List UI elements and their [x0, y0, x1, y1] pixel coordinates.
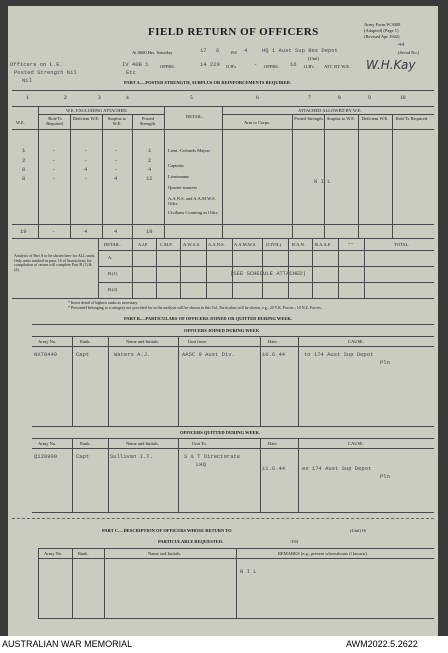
offrs-label: OFFRS.: [160, 64, 175, 69]
detail-header: DETAIL.: [186, 114, 204, 119]
quitted-rank: Capt: [76, 453, 90, 460]
archive-caption-left: AUSTRALIAN WAR MEMORIAL: [2, 639, 133, 649]
unit-label: (Unit): [308, 56, 319, 61]
att-col-3: Surplus to W.E.: [326, 116, 356, 121]
partc-header-name: Name and Initials.: [148, 551, 182, 556]
svc-header-aans: A.A.N.S.: [208, 242, 225, 247]
excl-col-3: Surplus to W.E.: [107, 116, 127, 127]
row-detail-aans: A.A.N.S. and A.A.M.W.S. Offrs.: [168, 196, 216, 207]
joined-header-name: Name and Initials.: [126, 339, 160, 344]
quitted-unit-cont: LHQ: [196, 461, 206, 468]
footnote-1: * Insert detail of highest ranks as necessary.: [68, 300, 139, 305]
col-number-10: 10: [400, 95, 406, 101]
quitted-title: OFFICERS QUITTED DURING WEEK.: [180, 430, 261, 435]
joined-name: Waters A.J.: [114, 351, 151, 358]
footnote-2: * Personnel belonging to a category not provided for in the analysis will be shown in this Col. Particulars will be shown, e.g., 20 V.K. Forces ; 10 N.Z. Forces.: [68, 305, 322, 310]
form-adapted: (Adapted) (Page 1): [364, 28, 399, 33]
quitted-header-cause: CAUSE.: [348, 441, 364, 446]
row-col1: -: [52, 175, 56, 182]
quitted-unit: S & T Directorate: [184, 453, 241, 460]
serial-label: (Serial No.): [398, 50, 420, 55]
or-label: O.R's: [226, 64, 236, 69]
offrs2-label: OFFRS.: [264, 64, 279, 69]
archive-caption-bar: [0, 636, 448, 653]
archive-caption-right: AWM2022.5.2622: [346, 639, 418, 649]
att-col-5: Role'Ts Required.: [395, 116, 429, 121]
part-a-title: PART A.—POSTED STRENGTH, SURPLUS OR REINFORCEMENTS REQUIRED.: [124, 80, 291, 85]
officer-signature: W.H.Kay: [366, 58, 416, 72]
joined-header-date: Date.: [268, 339, 278, 344]
svc-header-civil: (CIVIL): [266, 242, 281, 247]
row-col2: 4: [84, 166, 88, 173]
ww-value: IV 40B 1: [122, 61, 149, 68]
or2-value: 16: [290, 61, 297, 68]
row-detail: Captains: [168, 163, 184, 168]
col-number-9: 9: [368, 95, 371, 101]
svc-row-b2: B.(2): [108, 287, 118, 292]
quitted-header-unit: Unit To.: [192, 441, 207, 446]
col-number-7: 7: [308, 95, 311, 101]
unit-typed: HQ 1 Aust Sup Res Depot: [262, 47, 338, 54]
form-title: FIELD RETURN OF OFFICERS: [148, 26, 319, 38]
svc-row-a: A.: [108, 255, 113, 260]
row-col4: 2: [148, 157, 152, 164]
total-col1: -: [52, 228, 56, 235]
quitted-cause: ex 174 Aust Sup Depot: [302, 465, 372, 472]
row-detail: Lieutenants: [168, 174, 189, 179]
svc-header-cmf: C.M.F.: [160, 242, 173, 247]
see-schedule-attached: (SEE SCHEDULE ATTACHED): [230, 270, 306, 277]
form-sheet: [8, 6, 438, 636]
joined-unit: AASC 9 Aust Div.: [182, 351, 235, 358]
offrs2-value: -: [254, 61, 258, 68]
form-revised: (Revised Apr 1942): [364, 34, 400, 39]
quitted-army-no: Q120909: [34, 453, 58, 460]
svc-header-aif: A.I.F.: [138, 242, 149, 247]
svc-header-ran: R.A.N.: [292, 242, 305, 247]
part-c-title: PART C.—DESCRIPTION OF OFFICERS WHOSE RETURN TO: [102, 528, 232, 533]
joined-cause-cont: Pln: [380, 359, 390, 366]
att-col-4: Deficient W.E.: [361, 116, 389, 121]
row-we: 1: [22, 147, 26, 154]
at-line-label: At 0600 Hrs. Saturday: [132, 50, 173, 55]
row-col3: -: [114, 147, 118, 154]
row-col3: 4: [114, 175, 118, 182]
we-excl-header: W.E. EXCLUDING ATTACHED.: [66, 108, 128, 113]
row-detail: Quarter-masters: [168, 185, 197, 190]
joined-header-unit: Unit from.: [188, 339, 207, 344]
row-col2: -: [84, 147, 88, 154]
row-we: 8: [22, 166, 26, 173]
att-allowed-header: ATTACHED ALLOWED BY W.E.: [298, 108, 362, 113]
row-col1: -: [52, 147, 56, 154]
svc-header-awas: A.W.A.S.: [183, 242, 201, 247]
svc-header-other: " ": [348, 242, 353, 247]
serial-number: 44: [398, 41, 405, 48]
svc-header-total: TOTAL.: [394, 242, 410, 247]
att-by-we-label: ATT. BY W.E.: [324, 64, 351, 69]
attached-nil: N I L: [314, 178, 331, 185]
joined-rank: Capt: [76, 351, 90, 358]
col-number-6: 6: [256, 95, 259, 101]
part-c-unit: (Unit) IS: [350, 528, 367, 533]
joined-cause: to 174 Aust Sup Depot: [304, 351, 374, 358]
officers-on-le: Officers on L.E.: [10, 61, 63, 68]
part-c-date: /194: [290, 539, 299, 544]
att-col-2: Posted Strength.: [294, 116, 324, 121]
row-we: 8: [22, 175, 26, 182]
total-we: 19: [20, 228, 27, 235]
partc-header-remarks: REMARKS (e.g., present whereabouts if known).: [278, 551, 368, 556]
army-form-number: Army Form W.3008: [364, 22, 401, 27]
excl-col-4: Posted Strength.: [139, 116, 157, 127]
part-c-requested: PARTICULARLY REQUESTED.: [158, 539, 224, 544]
we-label: W.E.: [16, 120, 25, 125]
or-value: 14 229: [200, 61, 220, 68]
svc-header-raaf: R.A.A.F.: [315, 242, 332, 247]
excl-col-1: Role'Ts Required.: [46, 116, 64, 127]
joined-army-no: NX70449: [34, 351, 58, 358]
joined-title: OFFICERS JOINED DURING WEEK: [184, 328, 260, 333]
row-detail: Lieut.-Colonels Majors: [168, 148, 210, 153]
at-month: 6: [216, 47, 220, 54]
svc-header-aamws: A.A.M.W.S.: [234, 242, 257, 247]
nil-note: Nil: [22, 77, 32, 84]
quitted-header-date: Date.: [268, 441, 278, 446]
row-detail-civilians: Civilians Counting as Offrs.: [168, 210, 219, 215]
joined-header-cause: CAUSE.: [348, 339, 364, 344]
quitted-header-army-no: Army No.: [38, 441, 57, 446]
joined-date: 10.6.44: [262, 351, 286, 358]
row-col3: -: [114, 166, 118, 173]
etc-note: Etc: [126, 69, 136, 76]
row-col1: -: [52, 157, 56, 164]
total-col3: 4: [114, 228, 118, 235]
svc-analysis-note: Analysis of Part A to be shown here for ALL units. Only units marked in para. 16 of Instructions for compilation of return will complete Part B (1) & (2).: [14, 253, 96, 272]
quitted-header-rank: Rank.: [80, 441, 91, 446]
row-col4: 12: [146, 175, 153, 182]
row-col3: -: [114, 157, 118, 164]
total-col2: 4: [84, 228, 88, 235]
col-number-8: 8: [338, 95, 341, 101]
joined-header-rank: Rank.: [80, 339, 91, 344]
col-number-3: 3: [98, 95, 101, 101]
att-col-1: Arm or Corps.: [243, 120, 271, 125]
quitted-name: Sullivan I.T.: [110, 453, 153, 460]
at-year: 4: [244, 47, 248, 54]
row-col2: -: [84, 157, 88, 164]
partc-header-army-no: Army No.: [44, 551, 63, 556]
part-b-title: PART B.—PARTICULARS OF OFFICERS JOINED OR QUITTED DURING WEEK.: [124, 316, 292, 321]
posted-strength-note: Posted Strength Nil: [14, 69, 77, 76]
col-number-5: 5: [190, 95, 193, 101]
joined-header-army-no: Army No.: [38, 339, 57, 344]
quitted-date: 11.6.44: [262, 465, 286, 472]
svc-row-b1: B.(1): [108, 271, 118, 276]
row-col1: -: [52, 166, 56, 173]
col-number-4: 4: [126, 95, 129, 101]
quitted-header-name: Name and Initials.: [126, 441, 160, 446]
excl-col-2: Deficient W.E.: [72, 116, 100, 121]
row-col2: -: [84, 175, 88, 182]
at-day: 17: [200, 47, 207, 54]
part-c-nil: N I L: [240, 568, 257, 575]
or2-label: O.R's: [304, 64, 314, 69]
col-number-2: 2: [64, 95, 67, 101]
total-col4: 19: [146, 228, 153, 235]
quitted-cause-cont: Pln: [380, 473, 390, 480]
at-year-prefix: 194: [230, 50, 237, 55]
col-number-1: 1: [26, 95, 29, 101]
row-col4: 1: [148, 147, 152, 154]
row-we: 2: [22, 157, 26, 164]
row-col4: 4: [148, 166, 152, 173]
svc-header-detail: DETAIL.: [104, 242, 122, 247]
partc-header-rank: Rank.: [78, 551, 89, 556]
